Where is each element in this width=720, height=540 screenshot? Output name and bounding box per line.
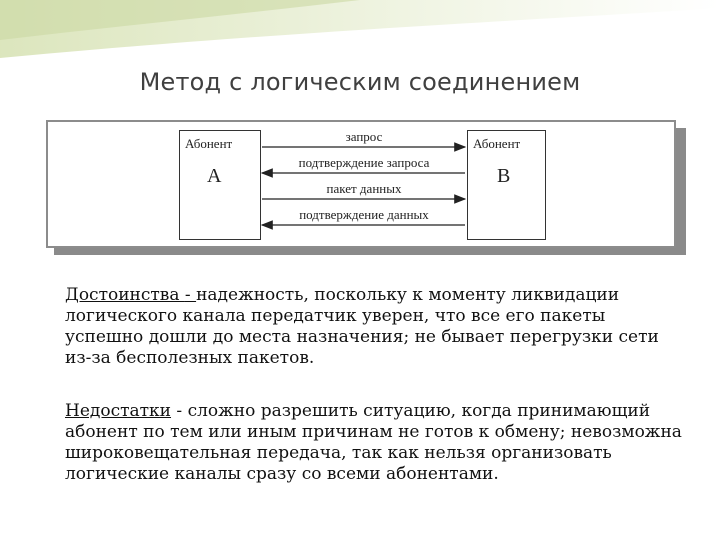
- advantages-term: Достоинства: [65, 285, 185, 305]
- advantages-dash: -: [184, 285, 197, 305]
- slide-title: Метод с логическим соединением: [139, 68, 581, 96]
- disadvantages-term: Недостатки: [65, 401, 172, 421]
- slide-decoration: [0, 0, 720, 70]
- disadvantages-dash: -: [171, 401, 188, 421]
- connection-diagram: [46, 120, 676, 248]
- advantages-text: надежность, поскольку к моменту ликвидации логического канала передатчик уверен, что все его пакеты успешно дошли до места назначения; не бывает перегрузки сети из-за бесполезных пакетов.: [65, 285, 659, 368]
- subscriber-a-letter: A: [207, 165, 222, 187]
- message-label-data-confirm: подтверждение данных: [299, 207, 429, 222]
- subscriber-a-label: Абонент: [185, 136, 233, 151]
- disadvantages-paragraph: [65, 401, 685, 485]
- message-label-request: запрос: [345, 129, 383, 144]
- subscriber-b-letter: B: [497, 165, 511, 187]
- subscriber-b-label: Абонент: [473, 136, 521, 151]
- disadvantages-text: сложно разрешить ситуацию, когда принимающий абонент по тем или иным причинам не готов к обмену; невозможна широковещательная передача, так как нельзя организовать логические каналы сразу со всеми абонентами.: [65, 401, 682, 484]
- message-label-data-packet: пакет данных: [326, 181, 402, 196]
- advantages-paragraph: [65, 285, 685, 369]
- message-label-request-confirm: подтверждение запроса: [298, 155, 430, 170]
